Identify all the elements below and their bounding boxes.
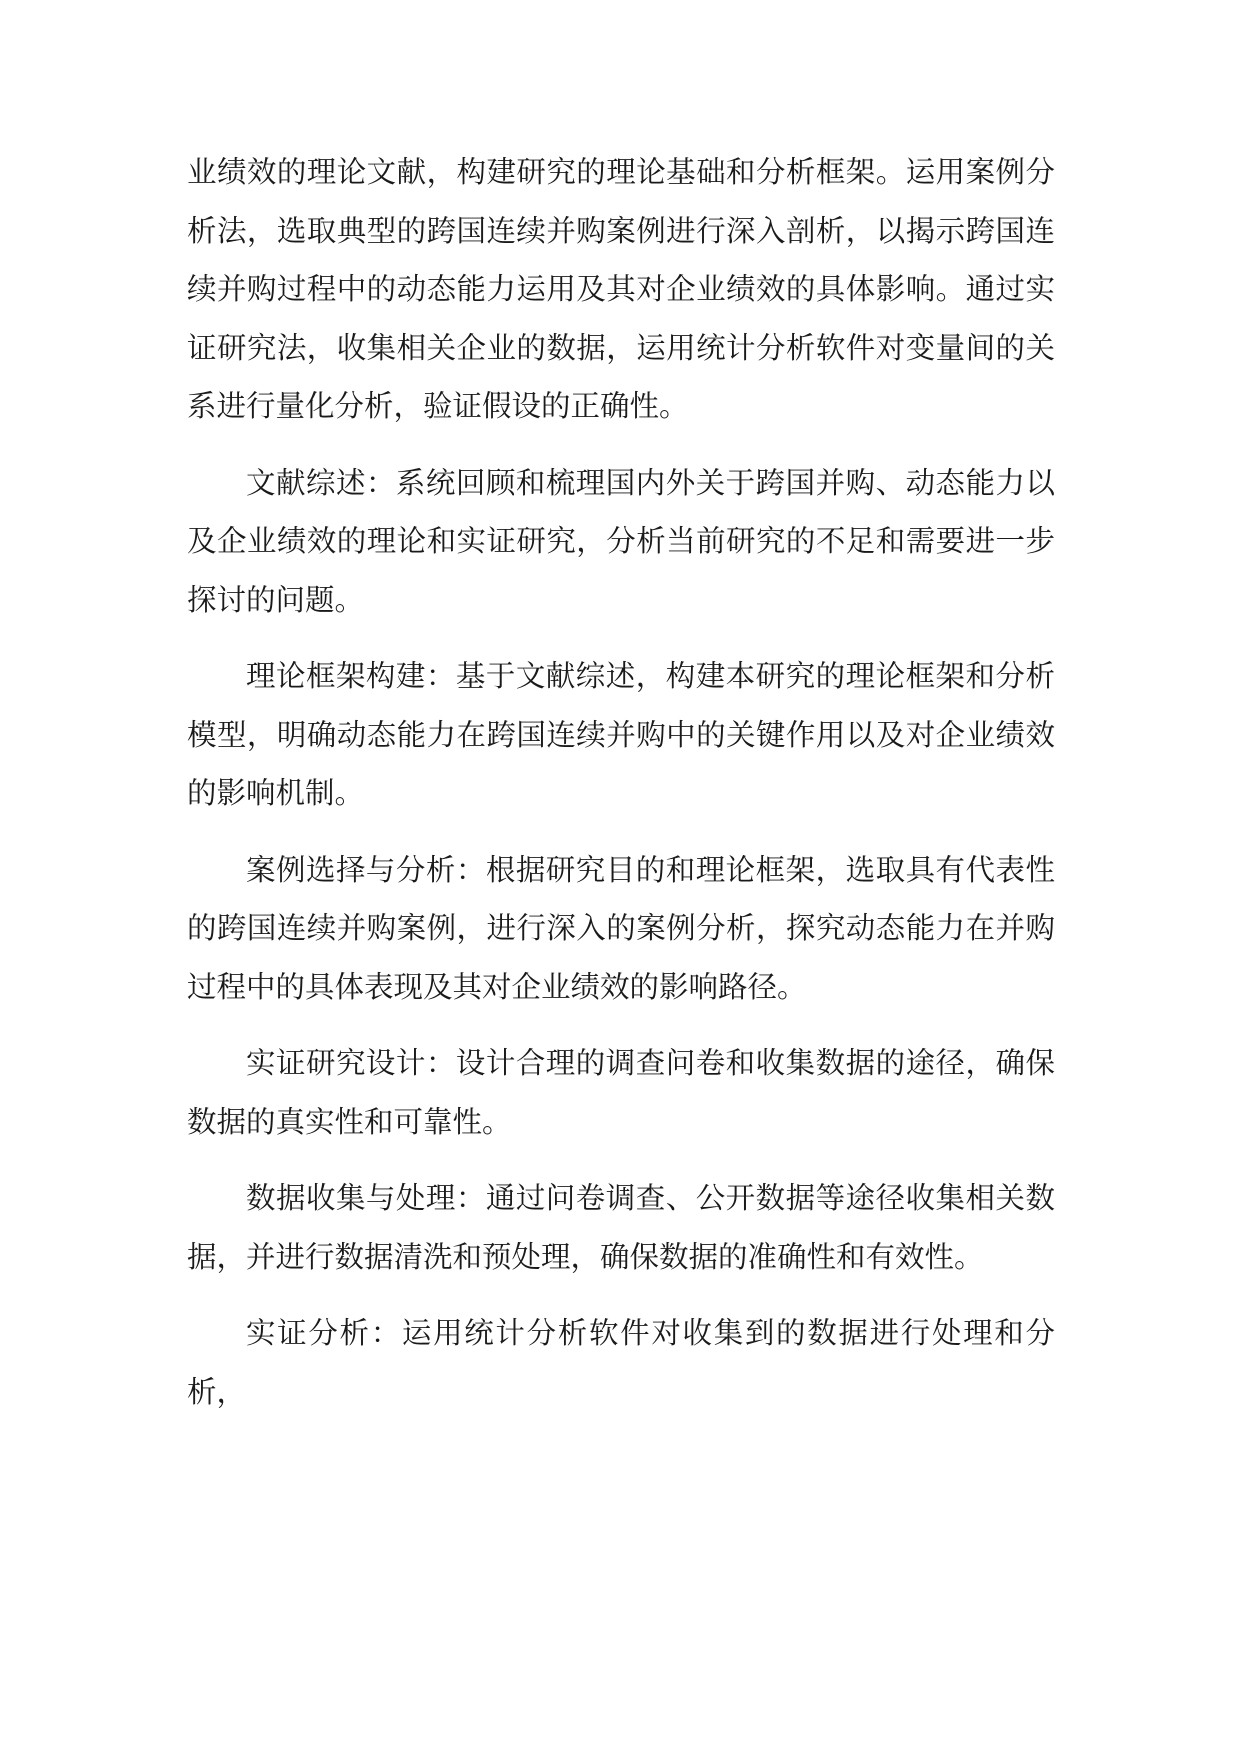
paragraph-literature-review: 文献综述：系统回顾和梳理国内外关于跨国并购、动态能力以及企业绩效的理论和实证研究，分析当前研究的不足和需要进一步探讨的问题。 xyxy=(187,465,1055,617)
document-body xyxy=(187,143,1055,1421)
paragraph-empirical-analysis: 实证分析：运用统计分析软件对收集到的数据进行处理和分析， xyxy=(187,1316,1055,1409)
paragraph-data-collection: 数据收集与处理：通过问卷调查、公开数据等途径收集相关数据，并进行数据清洗和预处理，确保数据的准确性和有效性。 xyxy=(187,1181,1055,1274)
paragraph-continuation: 业绩效的理论文献，构建研究的理论基础和分析框架。运用案例分析法，选取典型的跨国连续并购案例进行深入剖析，以揭示跨国连续并购过程中的动态能力运用及其对企业绩效的具体影响。通过实证研究法，收集相关企业的数据，运用统计分析软件对变量间的关系进行量化分析，验证假设的正确性。 xyxy=(187,155,1055,423)
paragraph-case-analysis: 案例选择与分析：根据研究目的和理论框架，选取具有代表性的跨国连续并购案例，进行深入的案例分析，探究动态能力在并购过程中的具体表现及其对企业绩效的影响路径。 xyxy=(187,852,1055,1004)
paragraph-empirical-design: 实证研究设计：设计合理的调查问卷和收集数据的途径，确保数据的真实性和可靠性。 xyxy=(187,1046,1055,1139)
paragraph-theory-framework: 理论框架构建：基于文献综述，构建本研究的理论框架和分析模型，明确动态能力在跨国连续并购中的关键作用以及对企业绩效的影响机制。 xyxy=(187,659,1055,810)
